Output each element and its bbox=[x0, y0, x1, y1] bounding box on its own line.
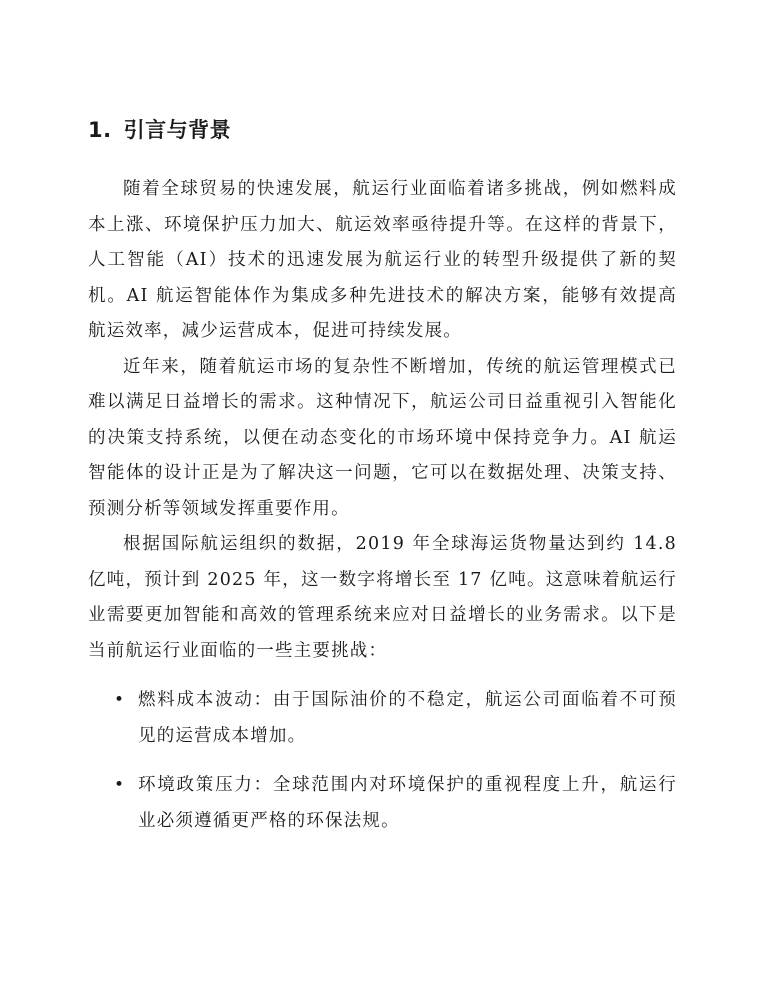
bullet-icon: • bbox=[114, 690, 126, 710]
section-heading bbox=[88, 116, 677, 144]
paragraph-statistics: 根据国际航运组织的数据，2019 年全球海运货物量达到约 14.8 亿吨，预计到 2025 年，这一数字将增长至 17 亿吨。这意味着航运行业需要更加智能和高效的管理系统来应对日益增长的业务需求。以下是当前航运行业面临的一些主要挑战： bbox=[88, 534, 677, 661]
paragraph-intro: 随着全球贸易的快速发展，航运行业面临着诸多挑战，例如燃料成本上涨、环境保护压力加大、航运效率亟待提升等。在这样的背景下，人工智能（AI）技术的迅速发展为航运行业的转型升级提供了新的契机。AI 航运智能体作为集成多种先进技术的解决方案，能够有效提高航运效率，减少运营成本，促进可持续发展。 bbox=[88, 179, 677, 341]
list-item bbox=[88, 683, 677, 754]
list-item-text: 燃料成本波动：由于国际油价的不稳定，航运公司面临着不可预见的运营成本增加。 bbox=[138, 690, 677, 746]
list-item-text: 环境政策压力：全球范围内对环境保护的重视程度上升，航运行业必须遵循更严格的环保法规。 bbox=[138, 775, 677, 831]
paragraph-market: 近年来，随着航运市场的复杂性不断增加，传统的航运管理模式已难以满足日益增长的需求。这种情况下，航运公司日益重视引入智能化的决策支持系统，以便在动态变化的市场环境中保持竞争力。AI 航运智能体的设计正是为了解决这一问题，它可以在数据处理、决策支持、预测分析等领域发挥重要作用。 bbox=[88, 356, 677, 519]
bullet-icon: • bbox=[114, 775, 126, 795]
list-item bbox=[88, 768, 677, 839]
section-number: 1. bbox=[88, 118, 112, 142]
section-title: 引言与背景 bbox=[123, 118, 232, 142]
challenge-list bbox=[88, 683, 677, 839]
